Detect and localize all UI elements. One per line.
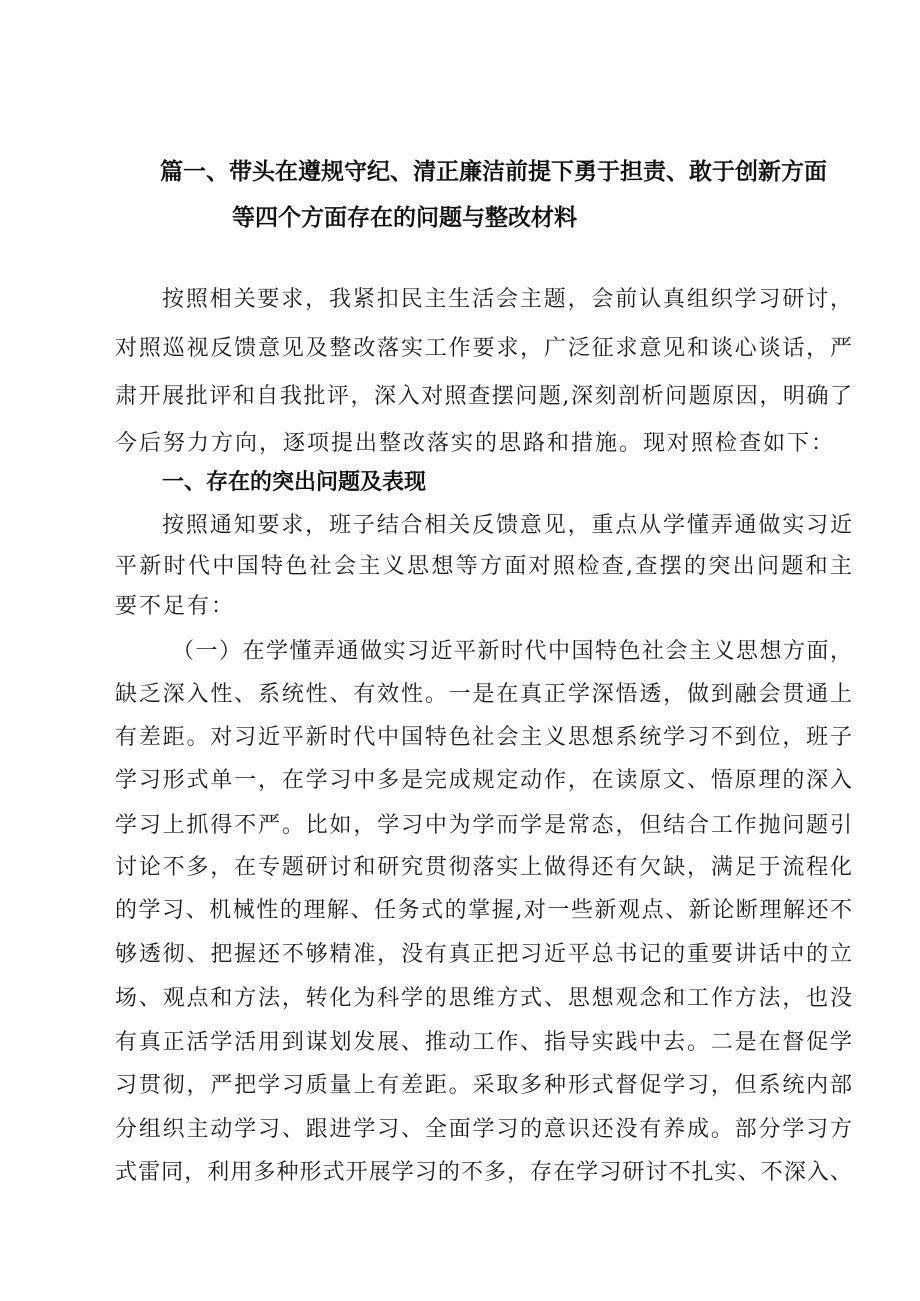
section-heading: 一、存在的突出问题及表现 [162, 470, 427, 495]
item-1-line: 学习形式单一，在学习中多是完成规定动作，在读原文、悟原理的深入 [115, 768, 852, 793]
intro-line: 今后努力方向，逐项提出整改落实的思路和措施。现对照检查如下： [115, 431, 836, 456]
item-1-line: （一）在学懂弄通做实习近平新时代中国特色社会主义思想方面， [172, 639, 852, 664]
section-intro-line: 要不足有： [115, 594, 236, 619]
item-1-line: 分组织主动学习、跟进学习、全面学习的意识还没有养成。部分学习方 [115, 1117, 852, 1142]
item-1-line: 学习上抓得不严。比如，学习中为学而学是常态，但结合工作抛问题引 [115, 813, 852, 838]
intro-line: 按照相关要求，我紧扣民主生活会主题，会前认真组织学习研讨， [162, 287, 852, 312]
section-intro-line: 平新时代中国特色社会主义思想等方面对照检查,查摆的突出问题和主 [115, 554, 852, 579]
title-line-1: 篇一、带头在遵规守纪、清正廉洁前提下勇于担责、敢于创新方面 [160, 159, 827, 185]
item-1-line: 的学习、机械性的理解、任务式的掌握,对一些新观点、新论断理解还不 [115, 898, 852, 923]
item-1-line: 有差距。对习近平新时代中国特色社会主义思想系统学习不到位，班子 [115, 725, 852, 750]
item-1-line: 够透彻、把握还不够精准，没有真正把习近平总书记的重要讲话中的立 [115, 942, 852, 967]
intro-line: 肃开展批评和自我批评，深入对照查摆问题,深刻剖析问题原因，明确了 [115, 384, 852, 409]
item-1-line: 讨论不多，在专题研讨和研究贯彻落实上做得还有欠缺，满足于流程化 [115, 855, 852, 880]
title-line-2: 等四个方面存在的问题与整改材料 [232, 205, 577, 231]
item-1-line: 式雷同，利用多种形式开展学习的不多，存在学习研讨不扎实、不深入、 [115, 1160, 852, 1185]
section-intro-line: 按照通知要求，班子结合相关反馈意见，重点从学懂弄通做实习近 [162, 513, 852, 538]
item-1-line: 习贯彻，严把学习质量上有差距。采取多种形式督促学习，但系统内部 [115, 1073, 852, 1098]
item-1-line: 缺乏深入性、系统性、有效性。一是在真正学深悟透，做到融会贯通上 [115, 682, 852, 707]
item-1-line: 有真正活学活用到谋划发展、推动工作、指导实践中去。二是在督促学 [115, 1030, 852, 1055]
intro-line: 对照巡视反馈意见及整改落实工作要求，广泛征求意见和谈心谈话，严 [115, 336, 852, 361]
item-1-line: 场、观点和方法，转化为科学的思维方式、思想观念和工作方法，也没 [115, 986, 852, 1011]
